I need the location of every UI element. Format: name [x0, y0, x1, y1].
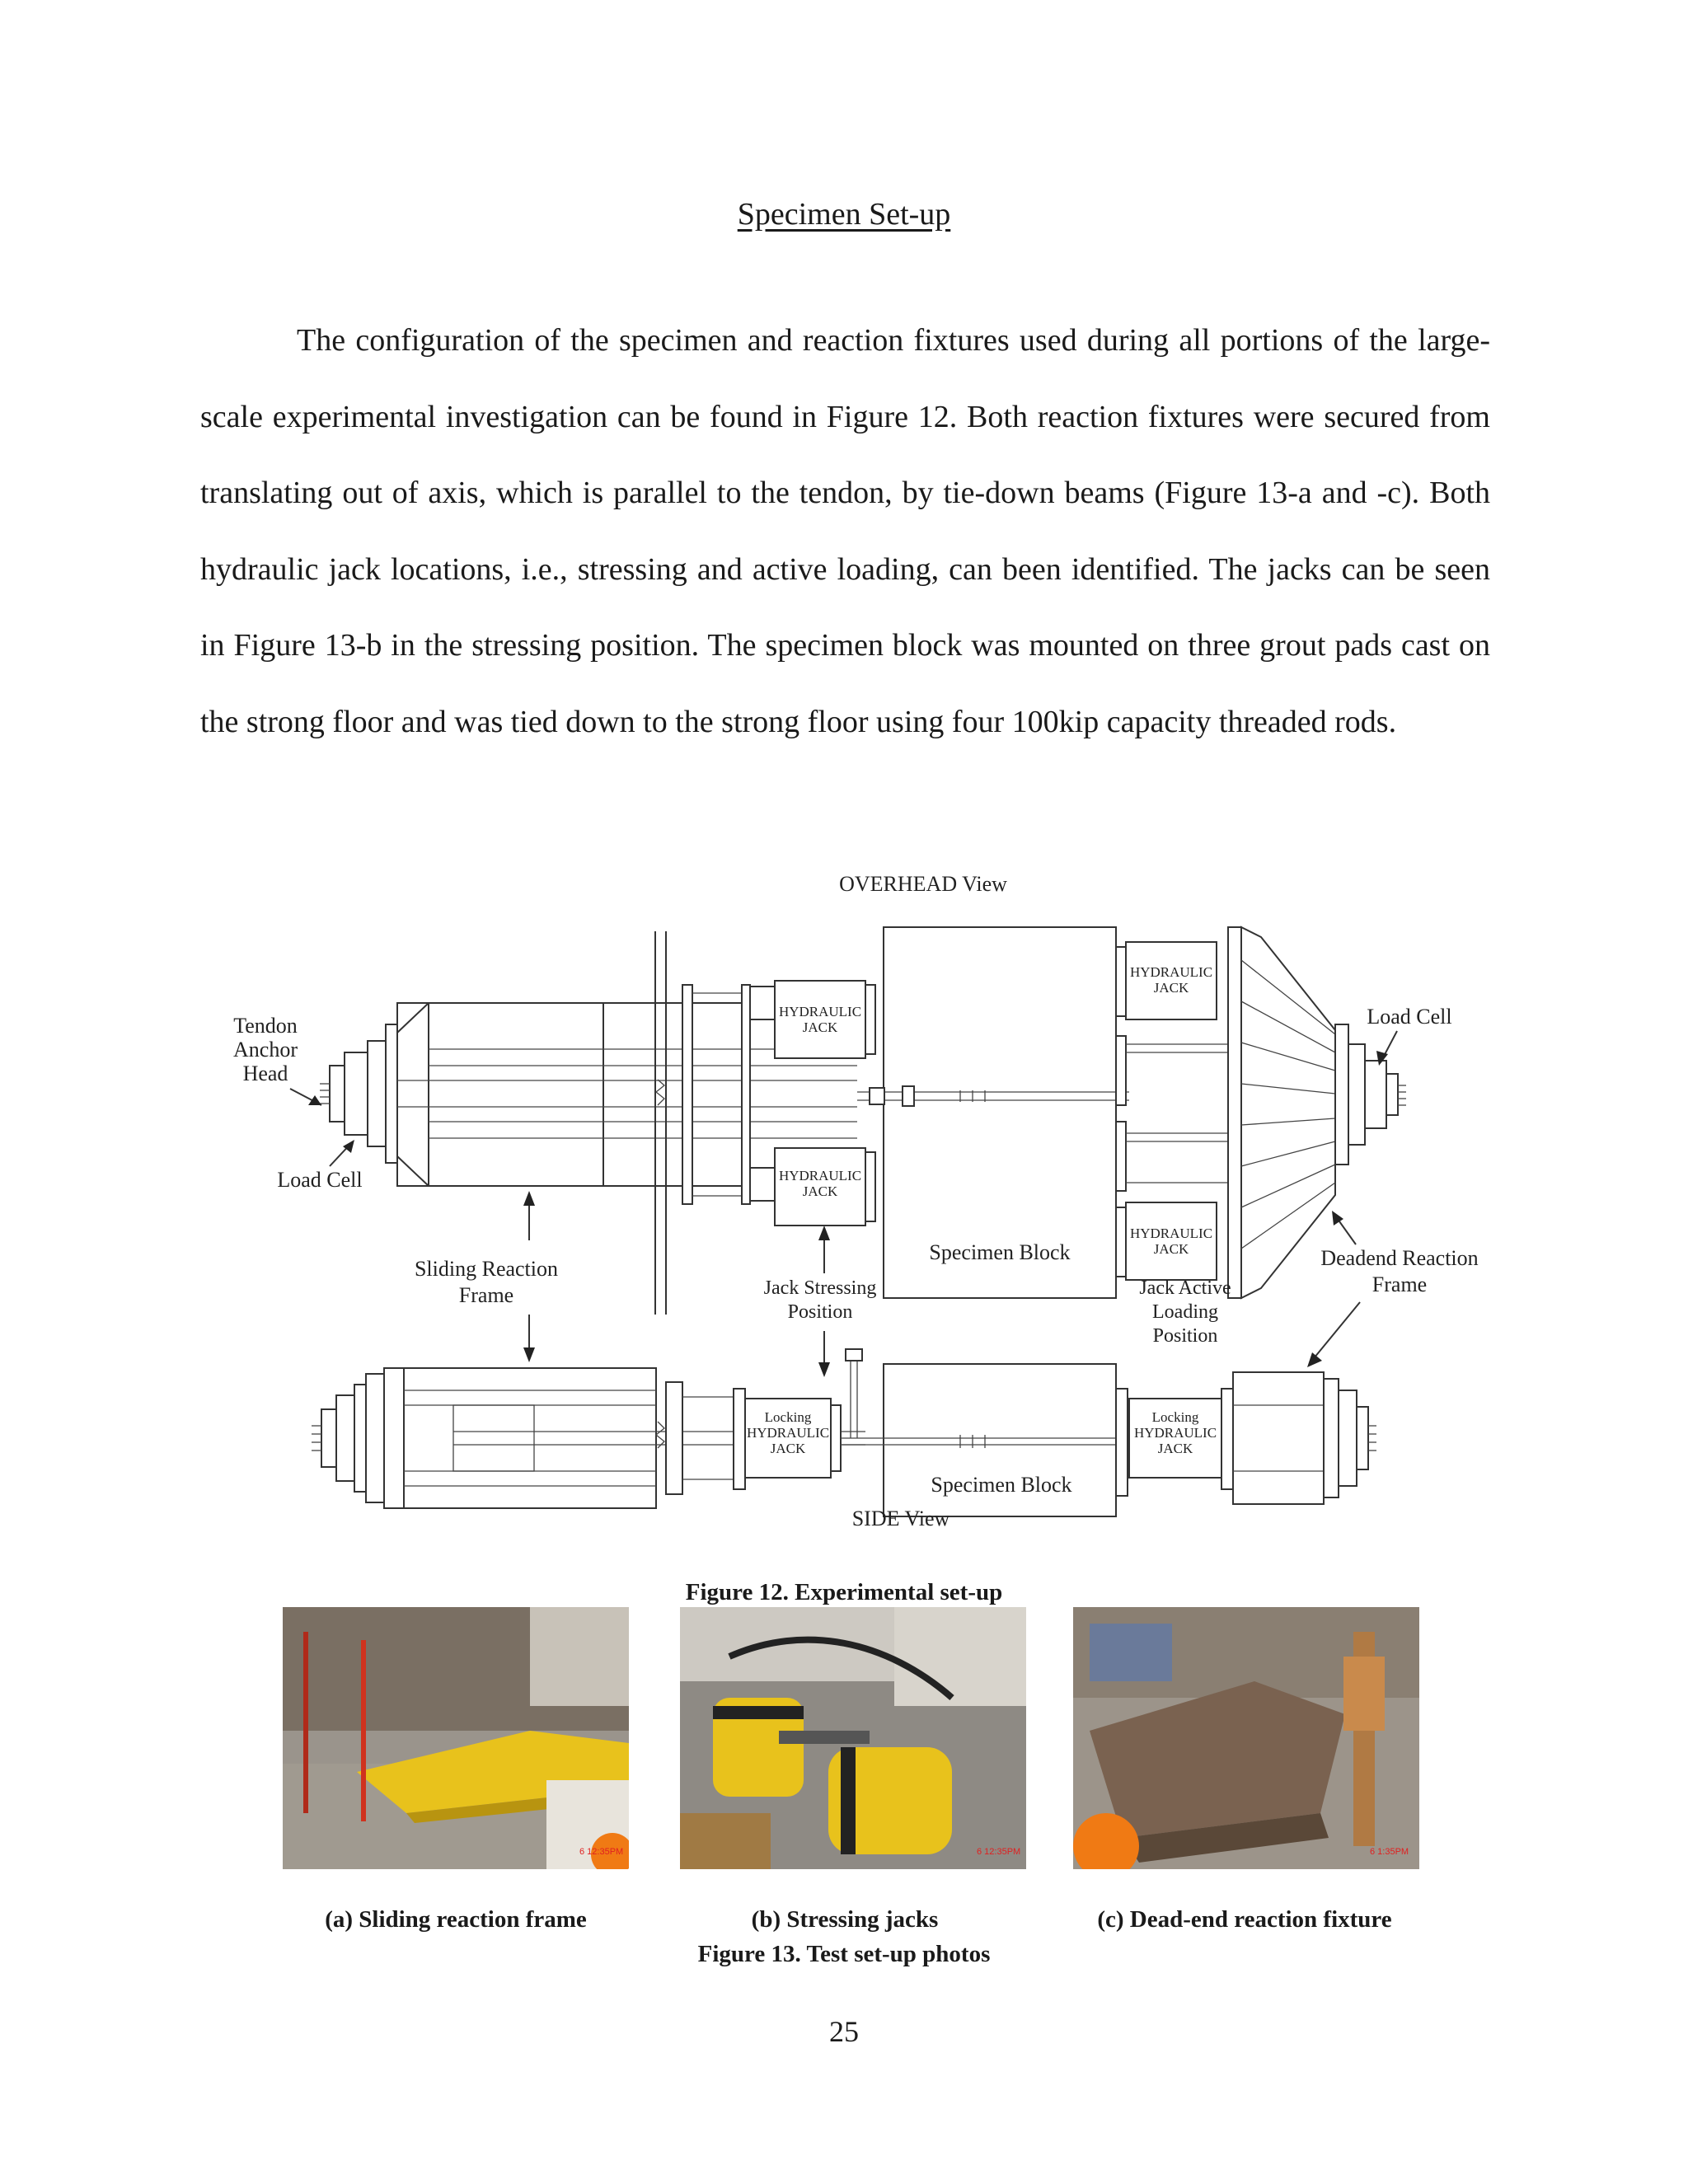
deadend-frame-side	[1233, 1372, 1324, 1504]
load-cell-overhead-left	[345, 1052, 368, 1135]
deadend-bearing-plate	[1335, 1024, 1348, 1165]
load-cell-right-label: Load Cell	[1367, 1005, 1452, 1029]
jack-stressing-label: Position	[787, 1301, 853, 1323]
arrowhead-icon	[818, 1362, 830, 1377]
figure-13-caption: Figure 13. Test set-up photos	[697, 1941, 991, 1967]
jack-stressing-label: Jack Stressing	[763, 1277, 877, 1299]
active-jack-ram-top	[1116, 947, 1126, 1016]
brace-plate-bottom	[1116, 1122, 1126, 1191]
body-paragraph	[200, 302, 1490, 760]
deadend-frame-label: Deadend Reaction	[1320, 1246, 1479, 1270]
jack-label: JACK	[802, 1183, 838, 1199]
jack-label: Locking	[764, 1409, 812, 1425]
jack-label: HYDRAULIC	[746, 1425, 830, 1441]
tendon-anchor-label: Tendon	[233, 1014, 298, 1038]
sliding-frame-label: Sliding Reaction	[414, 1257, 559, 1281]
jack-ram-top	[865, 985, 875, 1054]
page-number: 25	[829, 2015, 859, 2048]
specimen-block-label: Specimen Block	[929, 1240, 1071, 1264]
arrowhead-icon	[1307, 1352, 1322, 1367]
overhead-view-label: OVERHEAD View	[839, 872, 1007, 896]
arrow-deadend-down	[1311, 1302, 1360, 1362]
jack-ram-bottom	[865, 1152, 875, 1221]
deadend-anchor-overhead	[1386, 1074, 1398, 1115]
jack-ram-side	[831, 1405, 841, 1471]
arrowhead-icon	[523, 1191, 535, 1206]
arrowhead-icon	[308, 1095, 321, 1105]
deadend-plate-side	[1221, 1389, 1233, 1489]
jack-base-plate-overhead	[742, 985, 750, 1204]
deadend-load-cell-side	[1339, 1390, 1357, 1486]
sliding-frame-label: Frame	[458, 1283, 514, 1307]
figure-12-caption: Figure 12. Experimental set-up	[685, 1579, 1003, 1605]
jack-label: HYDRAULIC	[1133, 1425, 1217, 1441]
load-cell-overhead-right	[1365, 1061, 1386, 1128]
frame-end-plate	[386, 1024, 397, 1163]
anchor-plate-overhead	[330, 1066, 345, 1122]
jack-label: JACK	[802, 1019, 838, 1035]
frame-end-plate-side-2	[366, 1374, 384, 1502]
jack-label: JACK	[1157, 1441, 1193, 1456]
specimen-block-side-label: Specimen Block	[931, 1473, 1072, 1497]
load-cell-side-left	[336, 1395, 354, 1481]
overhead-bracket-bottom	[750, 1168, 775, 1201]
photo-timestamp: 6 1:35PM	[1370, 1847, 1409, 1857]
deadend-bearing-side	[1324, 1379, 1339, 1497]
jack-label: JACK	[770, 1441, 806, 1456]
subcaption-b: (b) Stressing jacks	[751, 1906, 939, 1933]
photo-dead-end-reaction-fixture	[1073, 1607, 1419, 1869]
photo-timestamp: 6 12:35PM	[579, 1847, 624, 1857]
anchor-plate-side	[321, 1409, 336, 1467]
load-cell-left-label: Load Cell	[277, 1168, 363, 1192]
jack-label: HYDRAULIC	[778, 1168, 862, 1183]
jack-label: HYDRAULIC	[1129, 1226, 1213, 1241]
jack-active-label: Position	[1152, 1325, 1218, 1347]
deadend-frame-plate	[1228, 927, 1241, 1298]
figure-12-diagram	[206, 861, 1508, 1533]
jack-label: JACK	[1153, 1241, 1189, 1257]
deadend-frame-label: Frame	[1372, 1272, 1428, 1296]
frame-end-plate-side	[354, 1385, 366, 1492]
deadend-load-cell-plate	[1348, 1044, 1365, 1145]
arrowhead-icon	[1332, 1211, 1343, 1226]
overhead-bracket-top	[750, 987, 775, 1019]
active-jack-ram-bottom	[1116, 1207, 1126, 1277]
arrowhead-icon	[818, 1226, 830, 1240]
jack-active-label: Loading	[1152, 1301, 1218, 1323]
subcaption-a: (a) Sliding reaction frame	[325, 1906, 587, 1933]
tendon-anchor-label: Anchor	[233, 1038, 298, 1062]
paragraph-text: The configuration of the specimen and reaction fixtures used during all portions of the large-scale experimental investigation can be found in Figure 12. Both reaction fixtures were secured from translating out of axis, which is parallel to the tendon, by tie-down beams (Figure 13-a and -c). Both hydraulic jack locations, i.e., stressing and active loading, can been identified. The jacks can be seen in Figure 13-b in the stressing position. The specimen block was mounted on three grout pads cast on the strong floor and was tied down to the strong floor using four 100kip capacity threaded rods.	[200, 323, 1490, 739]
experimental-setup-drawing	[206, 861, 1508, 1533]
jack-label: JACK	[1153, 980, 1189, 996]
tendon-anchor-label: Head	[242, 1062, 288, 1085]
jack-label: HYDRAULIC	[778, 1004, 862, 1019]
brace-plate-top	[1116, 1036, 1126, 1105]
section-title: Specimen Set-up	[737, 197, 951, 232]
deadend-anchor-side	[1357, 1407, 1368, 1469]
arrowhead-icon	[523, 1347, 535, 1362]
photo-timestamp: 6 12:35PM	[977, 1847, 1021, 1857]
photo-stressing-jacks	[680, 1607, 1026, 1869]
jack-label: HYDRAULIC	[1129, 964, 1213, 980]
photo-sliding-reaction-frame	[283, 1607, 629, 1869]
active-jack-base-side	[1116, 1389, 1128, 1496]
jack-active-label: Jack Active	[1139, 1277, 1231, 1299]
spreader-plate-overhead	[682, 985, 692, 1204]
side-view-label: SIDE View	[851, 1507, 950, 1530]
subcaption-c: (c) Dead-end reaction fixture	[1097, 1906, 1392, 1933]
anchor-bearing-plate	[368, 1041, 386, 1146]
sliding-frame-side	[384, 1368, 656, 1508]
jack-label: Locking	[1151, 1409, 1199, 1425]
spreader-side	[666, 1382, 682, 1494]
jack-base-side	[734, 1389, 745, 1489]
